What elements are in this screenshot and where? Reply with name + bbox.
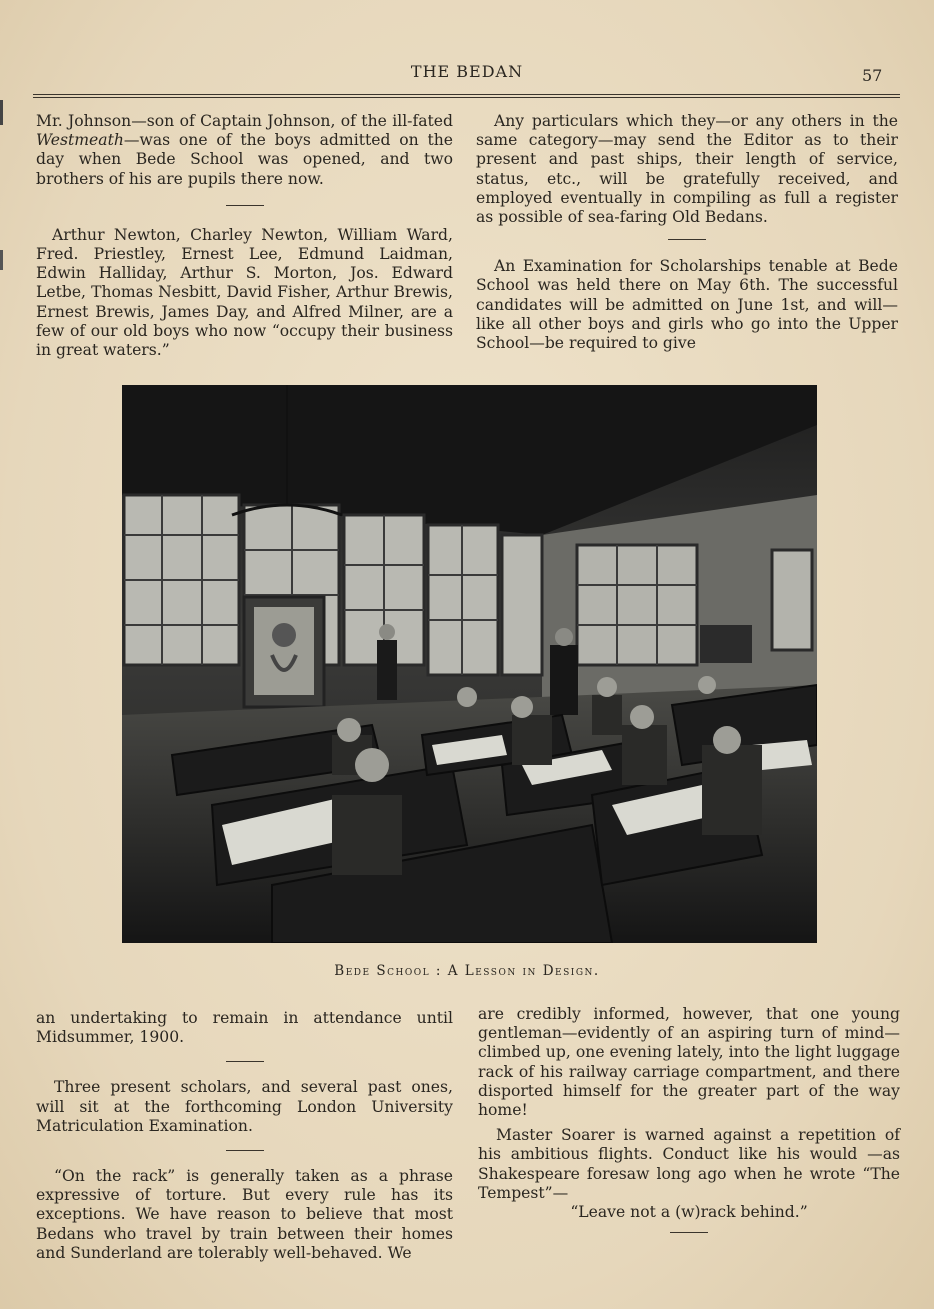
margin-mark	[0, 100, 3, 125]
photo-caption: Bede School : A Lesson in Design.	[334, 963, 600, 979]
paragraph: An Examination for Scholarships tenable at Bede School was held there on May 6th. The successful candidates will be admitted on June 1st, and will—like all other boys and girls who go into the Upper School—be required to give	[476, 257, 898, 353]
closing-quote: “Leave not a (w)rack behind.”	[570, 1203, 808, 1222]
text: Mr. Johnson—son of Captain Johnson, of the ill-fated	[36, 112, 453, 130]
section-divider	[226, 205, 264, 206]
paragraph: Any particulars which they—or any others in the same category—may send the Editor as to their present and past ships, their length of service, status, etc., will be gratefully received, and employed eventually in compiling as full a register as possible of sea-faring Old Bedans.	[476, 112, 898, 227]
column-right-top	[476, 112, 898, 353]
column-right-bottom	[478, 1005, 900, 1233]
section-divider	[670, 1232, 708, 1233]
running-header: THE BEDAN	[410, 62, 524, 81]
paragraph: Three present scholars, and several past ones, will sit at the forthcoming London University Matriculation Examination.	[36, 1078, 453, 1135]
paragraph: an undertaking to remain in attendance until Midsummer, 1900.	[36, 1009, 453, 1047]
section-divider	[226, 1150, 264, 1151]
paragraph: Master Soarer is warned against a repetition of his ambitious flights. Conduct like his would —as Shakespeare foresaw long ago when he wrote “The Tempest”—	[478, 1126, 900, 1202]
section-divider	[668, 239, 706, 240]
ship-name: Westmeath	[36, 131, 124, 150]
column-left-top	[36, 112, 453, 360]
text: —was one of the boys admitted on the day when Bede School was opened, and two brothers of his are pupils there now.	[36, 131, 453, 188]
paragraph: are credibly informed, however, that one young gentleman—evidently of an aspiring turn of mind—climbed up, one evening lately, into the light luggage rack of his railway carriage compartment, and there disported himself for the greater part of the way home!	[478, 1005, 900, 1120]
classroom-photograph	[122, 385, 817, 943]
column-left-bottom	[36, 1009, 453, 1263]
section-divider	[226, 1061, 264, 1062]
paragraph: Arthur Newton, Charley Newton, William Ward, Fred. Priestley, Ernest Lee, Edmund Laidman, Edwin Halliday, Arthur S. Morton, Jos. Edward Letbe, Thomas Nesbitt, David Fisher, Arthur Brewis, Ernest Brewis, James Day, and Alfred Milner, are a few of our old boys who now “occupy their business in great waters.”	[36, 225, 453, 360]
header-rule	[33, 97, 900, 98]
paragraph	[36, 112, 453, 189]
page-number: 57	[862, 66, 883, 85]
paragraph: “On the rack” is generally taken as a phrase expressive of torture. But every rule has its exceptions. We have reason to believe that most Bedans who travel by train between their homes and Sunderland are tolerably well-behaved. We	[36, 1167, 453, 1262]
margin-mark	[0, 250, 3, 270]
classroom-photo-image	[122, 385, 817, 943]
header-rule	[33, 94, 900, 95]
